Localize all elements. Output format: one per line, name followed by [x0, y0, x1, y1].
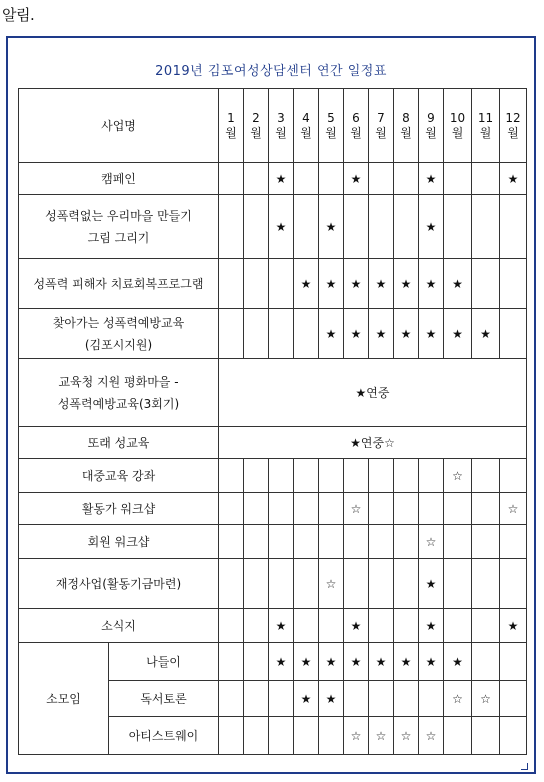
schedule-mark: ☆ — [419, 525, 444, 559]
schedule-mark — [369, 525, 394, 559]
table-row — [19, 643, 527, 681]
month-number: 11 — [477, 110, 494, 125]
schedule-mark: ★ — [394, 259, 419, 309]
schedule-mark — [244, 559, 269, 609]
schedule-mark — [294, 525, 319, 559]
table-row — [19, 459, 527, 493]
subgroup-name: 나들이 — [109, 643, 219, 681]
schedule-mark — [219, 559, 244, 609]
month-header — [472, 89, 500, 163]
document-title: 2019년 김포여성상담센터 연간 일정표 — [155, 64, 387, 79]
month-header — [269, 89, 294, 163]
schedule-mark — [472, 195, 500, 259]
schedule-mark — [500, 525, 527, 559]
schedule-mark — [344, 681, 369, 717]
year-round-cell: ★연중 — [219, 359, 527, 427]
month-header — [394, 89, 419, 163]
schedule-mark — [219, 681, 244, 717]
schedule-mark — [472, 525, 500, 559]
table-row — [19, 493, 527, 525]
schedule-mark — [500, 643, 527, 681]
schedule-mark: ★ — [269, 163, 294, 195]
schedule-mark — [500, 309, 527, 359]
schedule-mark — [294, 309, 319, 359]
schedule-mark: ★ — [419, 643, 444, 681]
schedule-mark — [294, 559, 319, 609]
schedule-mark — [269, 493, 294, 525]
table-row — [19, 525, 527, 559]
project-name: 재정사업(활동기금마련) — [19, 559, 219, 609]
schedule-mark — [500, 681, 527, 717]
schedule-mark — [444, 559, 472, 609]
schedule-mark — [269, 717, 294, 755]
schedule-mark — [269, 681, 294, 717]
schedule-mark — [444, 609, 472, 643]
month-unit: 월 — [325, 125, 337, 140]
schedule-mark: ★ — [344, 643, 369, 681]
header-row — [19, 89, 527, 163]
schedule-mark — [294, 493, 319, 525]
schedule-mark — [219, 163, 244, 195]
schedule-mark — [419, 493, 444, 525]
schedule-mark — [394, 681, 419, 717]
schedule-mark — [319, 493, 344, 525]
schedule-mark — [294, 609, 319, 643]
project-name: 또래 성교육 — [19, 427, 219, 459]
month-number: 6 — [352, 110, 360, 125]
schedule-mark: ★ — [269, 195, 294, 259]
schedule-mark: ★ — [419, 259, 444, 309]
project-name: 캠페인 — [19, 163, 219, 195]
schedule-mark: ☆ — [344, 493, 369, 525]
month-header — [444, 89, 472, 163]
month-number: 7 — [377, 110, 385, 125]
schedule-mark: ★ — [319, 643, 344, 681]
project-name: 활동가 워크샵 — [19, 493, 219, 525]
schedule-mark — [500, 195, 527, 259]
schedule-mark — [472, 459, 500, 493]
schedule-mark — [472, 163, 500, 195]
schedule-mark: ★ — [419, 195, 444, 259]
schedule-mark — [244, 163, 269, 195]
schedule-mark: ☆ — [394, 717, 419, 755]
schedule-mark — [294, 163, 319, 195]
schedule-mark: ★ — [419, 163, 444, 195]
month-number: 8 — [402, 110, 410, 125]
schedule-mark — [394, 459, 419, 493]
schedule-mark: ☆ — [472, 681, 500, 717]
project-name: 교육청 지원 평화마을 - 성폭력예방교육(3회기) — [19, 359, 219, 427]
schedule-mark — [444, 493, 472, 525]
month-number: 2 — [252, 110, 260, 125]
schedule-mark — [269, 309, 294, 359]
schedule-mark — [219, 717, 244, 755]
group-name: 소모임 — [19, 643, 109, 755]
schedule-mark: ★ — [344, 609, 369, 643]
schedule-mark: ★ — [369, 643, 394, 681]
schedule-mark — [319, 717, 344, 755]
month-number: 4 — [302, 110, 310, 125]
table-row — [19, 609, 527, 643]
schedule-mark — [500, 717, 527, 755]
schedule-mark: ★ — [419, 309, 444, 359]
month-number: 5 — [327, 110, 335, 125]
schedule-mark — [219, 643, 244, 681]
schedule-mark — [219, 309, 244, 359]
schedule-mark: ★ — [269, 609, 294, 643]
column-header-project: 사업명 — [19, 89, 219, 163]
schedule-mark — [219, 525, 244, 559]
schedule-mark — [472, 493, 500, 525]
schedule-mark — [500, 259, 527, 309]
schedule-mark: ☆ — [319, 559, 344, 609]
month-unit: 월 — [300, 125, 312, 140]
schedule-mark — [472, 717, 500, 755]
subgroup-name: 아티스트웨이 — [109, 717, 219, 755]
schedule-mark — [500, 559, 527, 609]
schedule-mark — [444, 525, 472, 559]
schedule-mark — [500, 459, 527, 493]
table-row — [19, 195, 527, 259]
schedule-mark: ★ — [344, 259, 369, 309]
schedule-mark — [369, 681, 394, 717]
month-unit: 월 — [479, 125, 492, 140]
schedule-mark — [219, 609, 244, 643]
month-unit: 월 — [400, 125, 412, 140]
project-name: 성폭력없는 우리마을 만들기 그림 그리기 — [19, 195, 219, 259]
month-number: 10 — [449, 110, 466, 125]
schedule-mark: ★ — [294, 643, 319, 681]
schedule-mark — [444, 195, 472, 259]
schedule-mark — [319, 609, 344, 643]
schedule-mark: ★ — [500, 163, 527, 195]
schedule-mark: ★ — [419, 559, 444, 609]
schedule-mark: ☆ — [344, 717, 369, 755]
schedule-mark — [244, 195, 269, 259]
schedule-mark — [394, 163, 419, 195]
month-header — [244, 89, 269, 163]
schedule-mark — [269, 559, 294, 609]
schedule-mark — [319, 163, 344, 195]
schedule-mark: ★ — [344, 309, 369, 359]
project-name: 찾아가는 성폭력예방교육 (김포시지원) — [19, 309, 219, 359]
notice-label: 알림. — [2, 6, 35, 24]
month-header — [219, 89, 244, 163]
month-unit: 월 — [507, 125, 519, 140]
corner-mark — [521, 763, 528, 770]
schedule-mark: ★ — [269, 643, 294, 681]
month-header — [319, 89, 344, 163]
month-number: 3 — [277, 110, 285, 125]
schedule-mark — [394, 195, 419, 259]
table-row — [19, 559, 527, 609]
schedule-mark — [344, 525, 369, 559]
schedule-mark: ☆ — [419, 717, 444, 755]
schedule-mark: ★ — [344, 163, 369, 195]
month-unit: 월 — [425, 125, 437, 140]
schedule-mark: ★ — [394, 643, 419, 681]
schedule-mark: ★ — [500, 609, 527, 643]
schedule-mark — [444, 163, 472, 195]
month-header — [344, 89, 369, 163]
schedule-mark — [269, 459, 294, 493]
subgroup-name: 독서토론 — [109, 681, 219, 717]
table-row — [19, 427, 527, 459]
project-name: 성폭력 피해자 치료회복프로그램 — [19, 259, 219, 309]
schedule-mark — [419, 459, 444, 493]
schedule-mark — [244, 643, 269, 681]
schedule-mark — [244, 259, 269, 309]
schedule-mark — [369, 559, 394, 609]
schedule-mark — [369, 609, 394, 643]
schedule-mark: ☆ — [500, 493, 527, 525]
schedule-mark — [369, 459, 394, 493]
month-header — [500, 89, 527, 163]
table-row — [19, 309, 527, 359]
month-number: 1 — [227, 110, 235, 125]
schedule-mark — [394, 559, 419, 609]
schedule-mark — [244, 681, 269, 717]
schedule-mark — [369, 195, 394, 259]
schedule-mark — [394, 525, 419, 559]
schedule-mark — [219, 195, 244, 259]
schedule-mark — [369, 493, 394, 525]
schedule-mark — [319, 459, 344, 493]
month-unit: 월 — [225, 125, 237, 140]
month-unit: 월 — [350, 125, 362, 140]
project-name: 소식지 — [19, 609, 219, 643]
table-row — [19, 259, 527, 309]
schedule-mark: ★ — [472, 309, 500, 359]
month-header — [294, 89, 319, 163]
schedule-mark: ☆ — [444, 459, 472, 493]
month-unit: 월 — [375, 125, 387, 140]
schedule-mark: ★ — [294, 259, 319, 309]
schedule-mark — [444, 717, 472, 755]
schedule-mark — [344, 195, 369, 259]
schedule-table — [18, 88, 527, 755]
month-header — [369, 89, 394, 163]
schedule-mark — [269, 525, 294, 559]
schedule-mark — [472, 643, 500, 681]
month-number: 12 — [505, 110, 521, 125]
schedule-mark — [394, 493, 419, 525]
month-header — [419, 89, 444, 163]
schedule-mark — [244, 493, 269, 525]
schedule-mark — [219, 459, 244, 493]
schedule-mark: ★ — [394, 309, 419, 359]
schedule-mark — [244, 459, 269, 493]
schedule-mark — [369, 163, 394, 195]
schedule-mark: ★ — [444, 643, 472, 681]
year-round-cell: ★연중☆ — [219, 427, 527, 459]
schedule-mark — [294, 195, 319, 259]
project-name: 대중교육 강좌 — [19, 459, 219, 493]
month-unit: 월 — [250, 125, 262, 140]
table-row — [19, 359, 527, 427]
schedule-mark: ★ — [369, 309, 394, 359]
schedule-mark — [419, 681, 444, 717]
project-name: 회원 워크샵 — [19, 525, 219, 559]
schedule-mark: ☆ — [444, 681, 472, 717]
schedule-mark: ★ — [294, 681, 319, 717]
schedule-mark: ☆ — [369, 717, 394, 755]
schedule-mark — [344, 459, 369, 493]
schedule-mark — [219, 259, 244, 309]
schedule-mark — [319, 525, 344, 559]
schedule-mark: ★ — [369, 259, 394, 309]
schedule-mark — [219, 493, 244, 525]
schedule-mark — [472, 259, 500, 309]
schedule-mark — [344, 559, 369, 609]
schedule-mark: ★ — [444, 309, 472, 359]
schedule-mark: ★ — [319, 259, 344, 309]
schedule-mark — [294, 459, 319, 493]
schedule-mark — [244, 609, 269, 643]
month-number: 9 — [427, 110, 435, 125]
month-unit: 월 — [275, 125, 287, 140]
schedule-mark — [472, 609, 500, 643]
schedule-mark — [269, 259, 294, 309]
schedule-mark: ★ — [444, 259, 472, 309]
month-unit: 월 — [451, 125, 464, 140]
schedule-mark — [244, 309, 269, 359]
schedule-mark — [472, 559, 500, 609]
schedule-mark — [244, 525, 269, 559]
schedule-mark — [394, 609, 419, 643]
schedule-mark: ★ — [319, 309, 344, 359]
table-row — [19, 163, 527, 195]
schedule-mark: ★ — [319, 681, 344, 717]
schedule-mark: ★ — [419, 609, 444, 643]
schedule-mark — [294, 717, 319, 755]
schedule-frame — [6, 36, 536, 774]
schedule-mark: ★ — [319, 195, 344, 259]
schedule-mark — [244, 717, 269, 755]
